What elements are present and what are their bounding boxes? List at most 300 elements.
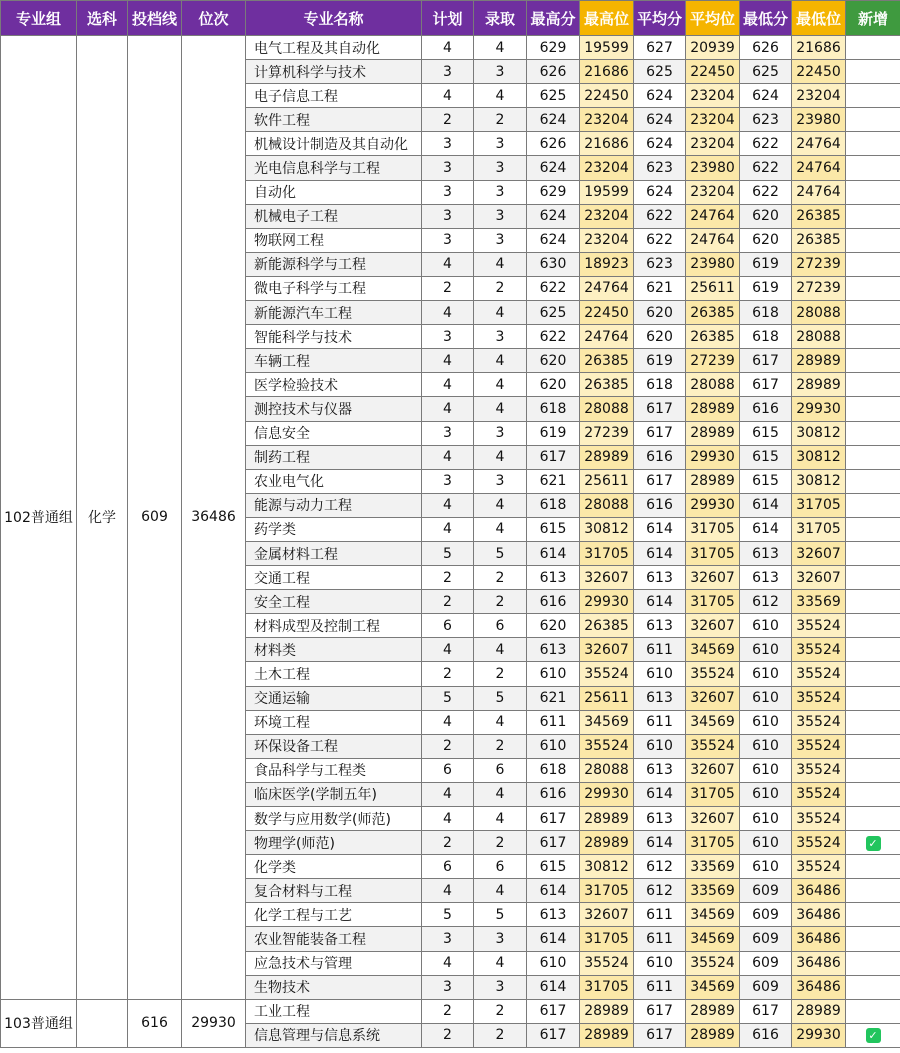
max-rank-cell: 28088 <box>580 758 634 782</box>
admit-cell: 4 <box>474 36 527 60</box>
min-rank-cell: 28989 <box>792 999 846 1023</box>
min-rank-cell: 23980 <box>792 108 846 132</box>
max-score-cell: 613 <box>527 566 580 590</box>
max-rank-cell: 26385 <box>580 614 634 638</box>
plan-cell: 3 <box>422 975 474 999</box>
avg-rank-cell: 33569 <box>686 879 740 903</box>
min-rank-cell: 35524 <box>792 831 846 855</box>
new-cell <box>846 397 900 421</box>
major-cell: 电子信息工程 <box>246 84 422 108</box>
admit-cell: 5 <box>474 541 527 565</box>
avg-rank-cell: 23204 <box>686 108 740 132</box>
avg-score-cell: 624 <box>634 108 686 132</box>
max-score-cell: 618 <box>527 397 580 421</box>
plan-cell: 2 <box>422 999 474 1023</box>
min-score-cell: 622 <box>740 132 792 156</box>
min-score-cell: 617 <box>740 349 792 373</box>
avg-score-cell: 611 <box>634 927 686 951</box>
min-rank-cell: 35524 <box>792 638 846 662</box>
min-rank-cell: 36486 <box>792 879 846 903</box>
max-rank-cell: 19599 <box>580 180 634 204</box>
avg-rank-cell: 35524 <box>686 734 740 758</box>
max-rank-cell: 28989 <box>580 807 634 831</box>
avg-score-cell: 624 <box>634 84 686 108</box>
new-cell <box>846 156 900 180</box>
plan-cell: 4 <box>422 84 474 108</box>
new-cell <box>846 445 900 469</box>
admit-cell: 3 <box>474 975 527 999</box>
min-rank-cell: 36486 <box>792 975 846 999</box>
min-score-cell: 609 <box>740 927 792 951</box>
major-cell: 微电子科学与工程 <box>246 276 422 300</box>
major-cell: 应急技术与管理 <box>246 951 422 975</box>
table-body <box>1 36 900 1048</box>
avg-score-cell: 610 <box>634 951 686 975</box>
min-score-cell: 610 <box>740 855 792 879</box>
major-cell: 软件工程 <box>246 108 422 132</box>
max-rank-cell: 30812 <box>580 855 634 879</box>
admit-cell: 3 <box>474 469 527 493</box>
max-rank-cell: 23204 <box>580 204 634 228</box>
admit-cell: 2 <box>474 276 527 300</box>
avg-score-cell: 617 <box>634 469 686 493</box>
new-cell <box>846 903 900 927</box>
min-rank-cell: 28088 <box>792 325 846 349</box>
max-rank-cell: 26385 <box>580 373 634 397</box>
max-rank-cell: 31705 <box>580 927 634 951</box>
plan-cell: 3 <box>422 204 474 228</box>
major-cell: 交通运输 <box>246 686 422 710</box>
admit-cell: 3 <box>474 132 527 156</box>
max-rank-cell: 28088 <box>580 397 634 421</box>
min-rank-cell: 28989 <box>792 349 846 373</box>
avg-rank-cell: 28989 <box>686 421 740 445</box>
major-cell: 能源与动力工程 <box>246 493 422 517</box>
min-score-cell: 610 <box>740 710 792 734</box>
max-rank-cell: 19599 <box>580 36 634 60</box>
max-score-cell: 618 <box>527 758 580 782</box>
min-score-cell: 620 <box>740 228 792 252</box>
major-cell: 土木工程 <box>246 662 422 686</box>
new-cell <box>846 807 900 831</box>
min-score-cell: 623 <box>740 108 792 132</box>
max-rank-cell: 24764 <box>580 325 634 349</box>
subject-cell <box>77 999 128 1047</box>
min-rank-cell: 26385 <box>792 204 846 228</box>
avg-score-cell: 613 <box>634 686 686 710</box>
avg-rank-cell: 32607 <box>686 614 740 638</box>
header-group: 专业组 <box>1 1 77 36</box>
major-cell: 材料类 <box>246 638 422 662</box>
major-cell: 数学与应用数学(师范) <box>246 807 422 831</box>
plan-cell: 6 <box>422 758 474 782</box>
plan-cell: 4 <box>422 879 474 903</box>
new-cell <box>846 879 900 903</box>
min-rank-cell: 30812 <box>792 445 846 469</box>
avg-score-cell: 617 <box>634 421 686 445</box>
admit-cell: 2 <box>474 999 527 1023</box>
new-cell <box>846 975 900 999</box>
plan-cell: 3 <box>422 469 474 493</box>
admit-cell: 3 <box>474 927 527 951</box>
avg-score-cell: 616 <box>634 493 686 517</box>
min-rank-cell: 33569 <box>792 590 846 614</box>
min-score-cell: 609 <box>740 975 792 999</box>
line-cell: 609 <box>128 36 182 1000</box>
min-score-cell: 614 <box>740 517 792 541</box>
avg-score-cell: 610 <box>634 662 686 686</box>
min-rank-cell: 26385 <box>792 228 846 252</box>
avg-rank-cell: 28989 <box>686 469 740 493</box>
new-cell <box>846 252 900 276</box>
max-score-cell: 624 <box>527 204 580 228</box>
max-score-cell: 619 <box>527 421 580 445</box>
avg-rank-cell: 29930 <box>686 445 740 469</box>
plan-cell: 3 <box>422 421 474 445</box>
checkmark-icon: ✓ <box>866 836 881 851</box>
avg-score-cell: 613 <box>634 566 686 590</box>
line-cell: 616 <box>128 999 182 1047</box>
avg-score-cell: 614 <box>634 831 686 855</box>
new-cell <box>846 493 900 517</box>
min-rank-cell: 35524 <box>792 782 846 806</box>
max-rank-cell: 25611 <box>580 686 634 710</box>
plan-cell: 3 <box>422 927 474 951</box>
min-score-cell: 610 <box>740 686 792 710</box>
min-score-cell: 624 <box>740 84 792 108</box>
avg-score-cell: 625 <box>634 60 686 84</box>
new-cell <box>846 710 900 734</box>
avg-rank-cell: 32607 <box>686 758 740 782</box>
min-score-cell: 615 <box>740 469 792 493</box>
avg-score-cell: 622 <box>634 204 686 228</box>
new-cell <box>846 373 900 397</box>
max-score-cell: 615 <box>527 517 580 541</box>
min-score-cell: 610 <box>740 782 792 806</box>
plan-cell: 2 <box>422 566 474 590</box>
major-cell: 环保设备工程 <box>246 734 422 758</box>
max-score-cell: 617 <box>527 807 580 831</box>
max-score-cell: 624 <box>527 108 580 132</box>
major-cell: 机械电子工程 <box>246 204 422 228</box>
max-score-cell: 620 <box>527 373 580 397</box>
plan-cell: 3 <box>422 156 474 180</box>
avg-score-cell: 618 <box>634 373 686 397</box>
new-cell <box>846 999 900 1023</box>
min-score-cell: 617 <box>740 999 792 1023</box>
avg-score-cell: 611 <box>634 710 686 734</box>
max-score-cell: 618 <box>527 493 580 517</box>
avg-rank-cell: 23204 <box>686 180 740 204</box>
major-cell: 化学类 <box>246 855 422 879</box>
major-cell: 农业智能装备工程 <box>246 927 422 951</box>
table-row <box>1 999 900 1023</box>
plan-cell: 5 <box>422 541 474 565</box>
min-rank-cell: 35524 <box>792 662 846 686</box>
major-cell: 安全工程 <box>246 590 422 614</box>
new-cell <box>846 541 900 565</box>
admit-cell: 3 <box>474 180 527 204</box>
max-score-cell: 625 <box>527 301 580 325</box>
avg-score-cell: 614 <box>634 541 686 565</box>
min-rank-cell: 31705 <box>792 493 846 517</box>
new-cell <box>846 590 900 614</box>
header-min-score: 最低分 <box>740 1 792 36</box>
admit-cell: 5 <box>474 903 527 927</box>
header-rank: 位次 <box>182 1 246 36</box>
min-score-cell: 618 <box>740 301 792 325</box>
header-line: 投档线 <box>128 1 182 36</box>
major-cell: 农业电气化 <box>246 469 422 493</box>
avg-rank-cell: 26385 <box>686 301 740 325</box>
new-cell <box>846 36 900 60</box>
avg-rank-cell: 33569 <box>686 855 740 879</box>
new-cell <box>846 638 900 662</box>
min-score-cell: 625 <box>740 60 792 84</box>
admit-cell: 4 <box>474 710 527 734</box>
min-score-cell: 610 <box>740 734 792 758</box>
admit-cell: 6 <box>474 855 527 879</box>
avg-rank-cell: 34569 <box>686 710 740 734</box>
major-cell: 金属材料工程 <box>246 541 422 565</box>
avg-rank-cell: 23204 <box>686 84 740 108</box>
admit-cell: 2 <box>474 590 527 614</box>
max-rank-cell: 22450 <box>580 84 634 108</box>
min-rank-cell: 27239 <box>792 276 846 300</box>
min-rank-cell: 27239 <box>792 252 846 276</box>
avg-score-cell: 614 <box>634 590 686 614</box>
max-score-cell: 620 <box>527 349 580 373</box>
max-rank-cell: 18923 <box>580 252 634 276</box>
plan-cell: 2 <box>422 1023 474 1047</box>
max-rank-cell: 23204 <box>580 156 634 180</box>
avg-rank-cell: 29930 <box>686 493 740 517</box>
admit-cell: 3 <box>474 325 527 349</box>
avg-rank-cell: 23980 <box>686 252 740 276</box>
plan-cell: 4 <box>422 517 474 541</box>
min-score-cell: 619 <box>740 252 792 276</box>
avg-score-cell: 611 <box>634 638 686 662</box>
max-rank-cell: 23204 <box>580 108 634 132</box>
max-rank-cell: 32607 <box>580 903 634 927</box>
max-rank-cell: 31705 <box>580 541 634 565</box>
avg-rank-cell: 24764 <box>686 228 740 252</box>
max-score-cell: 621 <box>527 686 580 710</box>
min-score-cell: 622 <box>740 156 792 180</box>
min-score-cell: 610 <box>740 831 792 855</box>
min-rank-cell: 35524 <box>792 710 846 734</box>
new-cell <box>846 421 900 445</box>
admit-cell: 2 <box>474 1023 527 1047</box>
max-score-cell: 614 <box>527 541 580 565</box>
major-cell: 物理学(师范) <box>246 831 422 855</box>
avg-score-cell: 619 <box>634 349 686 373</box>
plan-cell: 4 <box>422 710 474 734</box>
max-score-cell: 621 <box>527 469 580 493</box>
new-cell <box>846 84 900 108</box>
new-cell <box>846 325 900 349</box>
max-score-cell: 611 <box>527 710 580 734</box>
max-rank-cell: 30812 <box>580 517 634 541</box>
avg-score-cell: 620 <box>634 301 686 325</box>
min-rank-cell: 35524 <box>792 734 846 758</box>
major-cell: 智能科学与技术 <box>246 325 422 349</box>
major-cell: 自动化 <box>246 180 422 204</box>
plan-cell: 3 <box>422 228 474 252</box>
admit-cell: 2 <box>474 108 527 132</box>
min-score-cell: 613 <box>740 566 792 590</box>
avg-score-cell: 612 <box>634 855 686 879</box>
major-cell: 医学检验技术 <box>246 373 422 397</box>
max-score-cell: 624 <box>527 156 580 180</box>
min-rank-cell: 24764 <box>792 132 846 156</box>
admit-cell: 4 <box>474 879 527 903</box>
subject-cell: 化学 <box>77 36 128 1000</box>
plan-cell: 4 <box>422 782 474 806</box>
new-cell <box>846 180 900 204</box>
admit-cell: 2 <box>474 566 527 590</box>
max-score-cell: 615 <box>527 855 580 879</box>
avg-score-cell: 610 <box>634 734 686 758</box>
admit-cell: 2 <box>474 662 527 686</box>
avg-rank-cell: 34569 <box>686 638 740 662</box>
max-score-cell: 614 <box>527 879 580 903</box>
max-rank-cell: 24764 <box>580 276 634 300</box>
avg-rank-cell: 31705 <box>686 831 740 855</box>
max-score-cell: 626 <box>527 60 580 84</box>
admit-cell: 6 <box>474 758 527 782</box>
min-score-cell: 612 <box>740 590 792 614</box>
min-score-cell: 609 <box>740 903 792 927</box>
min-score-cell: 615 <box>740 421 792 445</box>
max-score-cell: 629 <box>527 180 580 204</box>
new-cell <box>846 782 900 806</box>
avg-score-cell: 624 <box>634 132 686 156</box>
plan-cell: 2 <box>422 108 474 132</box>
avg-rank-cell: 32607 <box>686 686 740 710</box>
new-cell <box>846 614 900 638</box>
min-score-cell: 609 <box>740 879 792 903</box>
min-rank-cell: 28088 <box>792 301 846 325</box>
max-score-cell: 616 <box>527 590 580 614</box>
admit-cell: 4 <box>474 373 527 397</box>
min-rank-cell: 21686 <box>792 36 846 60</box>
avg-score-cell: 613 <box>634 758 686 782</box>
admit-cell: 3 <box>474 228 527 252</box>
max-score-cell: 626 <box>527 132 580 156</box>
max-rank-cell: 29930 <box>580 590 634 614</box>
min-score-cell: 619 <box>740 276 792 300</box>
avg-score-cell: 620 <box>634 325 686 349</box>
admit-cell: 4 <box>474 252 527 276</box>
avg-rank-cell: 34569 <box>686 975 740 999</box>
major-cell: 工业工程 <box>246 999 422 1023</box>
plan-cell: 4 <box>422 638 474 662</box>
new-cell <box>846 349 900 373</box>
avg-rank-cell: 27239 <box>686 349 740 373</box>
major-cell: 药学类 <box>246 517 422 541</box>
min-score-cell: 609 <box>740 951 792 975</box>
admit-cell: 3 <box>474 156 527 180</box>
admit-cell: 2 <box>474 831 527 855</box>
max-rank-cell: 35524 <box>580 734 634 758</box>
max-rank-cell: 34569 <box>580 710 634 734</box>
admit-cell: 4 <box>474 517 527 541</box>
max-score-cell: 624 <box>527 228 580 252</box>
avg-rank-cell: 34569 <box>686 903 740 927</box>
max-rank-cell: 35524 <box>580 662 634 686</box>
max-rank-cell: 26385 <box>580 349 634 373</box>
new-cell <box>846 204 900 228</box>
avg-rank-cell: 26385 <box>686 325 740 349</box>
major-cell: 临床医学(学制五年) <box>246 782 422 806</box>
rank-cell: 29930 <box>182 999 246 1047</box>
avg-score-cell: 612 <box>634 879 686 903</box>
header-row <box>1 1 900 36</box>
plan-cell: 5 <box>422 686 474 710</box>
admit-cell: 4 <box>474 807 527 831</box>
avg-rank-cell: 24764 <box>686 204 740 228</box>
admit-cell: 3 <box>474 204 527 228</box>
new-cell <box>846 469 900 493</box>
major-cell: 车辆工程 <box>246 349 422 373</box>
major-cell: 信息管理与信息系统 <box>246 1023 422 1047</box>
major-cell: 光电信息科学与工程 <box>246 156 422 180</box>
avg-score-cell: 623 <box>634 156 686 180</box>
min-score-cell: 615 <box>740 445 792 469</box>
plan-cell: 3 <box>422 325 474 349</box>
admit-cell: 4 <box>474 84 527 108</box>
min-score-cell: 616 <box>740 1023 792 1047</box>
min-rank-cell: 30812 <box>792 421 846 445</box>
header-subject: 选科 <box>77 1 128 36</box>
max-rank-cell: 29930 <box>580 782 634 806</box>
new-cell <box>846 301 900 325</box>
major-cell: 信息安全 <box>246 421 422 445</box>
max-rank-cell: 28989 <box>580 831 634 855</box>
major-cell: 生物技术 <box>246 975 422 999</box>
max-rank-cell: 27239 <box>580 421 634 445</box>
plan-cell: 4 <box>422 36 474 60</box>
max-rank-cell: 31705 <box>580 975 634 999</box>
major-cell: 机械设计制造及其自动化 <box>246 132 422 156</box>
min-rank-cell: 24764 <box>792 180 846 204</box>
avg-score-cell: 616 <box>634 445 686 469</box>
avg-rank-cell: 31705 <box>686 782 740 806</box>
min-score-cell: 622 <box>740 180 792 204</box>
max-score-cell: 613 <box>527 638 580 662</box>
avg-score-cell: 617 <box>634 397 686 421</box>
admit-cell: 4 <box>474 445 527 469</box>
new-cell <box>846 662 900 686</box>
min-rank-cell: 24764 <box>792 156 846 180</box>
max-score-cell: 617 <box>527 445 580 469</box>
max-score-cell: 617 <box>527 831 580 855</box>
max-rank-cell: 21686 <box>580 60 634 84</box>
plan-cell: 4 <box>422 373 474 397</box>
min-score-cell: 616 <box>740 397 792 421</box>
min-score-cell: 610 <box>740 662 792 686</box>
min-rank-cell: 35524 <box>792 614 846 638</box>
max-score-cell: 610 <box>527 951 580 975</box>
max-score-cell: 630 <box>527 252 580 276</box>
avg-score-cell: 611 <box>634 903 686 927</box>
avg-rank-cell: 34569 <box>686 927 740 951</box>
max-rank-cell: 35524 <box>580 951 634 975</box>
max-score-cell: 622 <box>527 276 580 300</box>
avg-rank-cell: 25611 <box>686 276 740 300</box>
plan-cell: 4 <box>422 951 474 975</box>
